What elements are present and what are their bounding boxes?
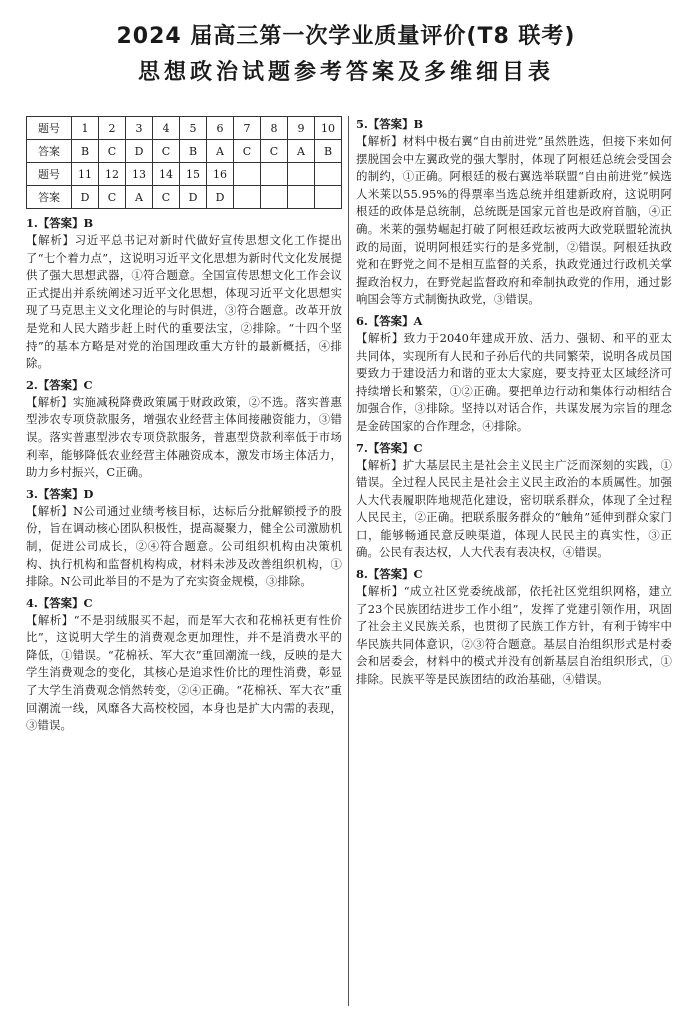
question-6 (356, 313, 672, 436)
answer-table-row-header: 题号 (27, 117, 72, 140)
answer-table-cell: 11 (72, 163, 99, 186)
answer-table-row (27, 186, 342, 209)
question-5-answer: 5.【答案】B (356, 117, 424, 131)
question-1-explanation: 【解析】习近平总书记对新时代做好宣传思想文化工作提出了“七个着力点”，这说明习近平文化思想为新时代文化发展提供了强大思想武器，①符合题意。全国宣传思想文化工作会议正式提出并系统阐述习近平文化思想，体现习近平文化思想实现了马克思主义文化理论的与时俱进，③符合题意。改革开放是党和人民大踏步赶上时代的重要法宝，②排除。“十四个坚持”的基本方略是对党的治国理政重大方针的最新概括，④排除。 (26, 233, 342, 371)
answer-table-cell: C (99, 186, 126, 209)
answer-table-cell: 12 (99, 163, 126, 186)
answer-table-cell: D (126, 140, 153, 163)
answer-table-row-header: 答案 (27, 140, 72, 163)
page-title: 2024 届高三第一次学业质量评价(T8 联考) (116, 24, 576, 49)
page-subtitle: 思想政治试题参考答案及多维细目表 (137, 60, 554, 85)
question-8-answer: 8.【答案】C (356, 567, 423, 582)
answer-table-cell (315, 186, 342, 209)
question-6-answer: 6.【答案】A (356, 313, 423, 328)
question-8 (356, 566, 672, 689)
two-column-content (26, 116, 670, 1011)
answer-table-cell: A (126, 186, 153, 209)
question-4 (26, 595, 342, 735)
answer-table-cell: 3 (126, 117, 153, 140)
answer-table-cell: A (288, 140, 315, 163)
question-1 (26, 215, 342, 373)
answer-table-cell (288, 186, 315, 209)
answer-table-cell (234, 186, 261, 209)
answer-table-cell (288, 163, 315, 186)
question-1-answer: 1.【答案】B (26, 216, 94, 230)
left-column (26, 116, 342, 739)
answer-table-cell: 1 (72, 117, 99, 140)
column-divider (348, 116, 349, 1006)
answer-table-cell: C (153, 186, 180, 209)
answer-table-cell: 9 (288, 117, 315, 140)
question-7-answer: 7.【答案】C (356, 440, 423, 455)
answer-table (26, 116, 342, 209)
answer-table-cell: C (234, 140, 261, 163)
question-4-answer: 4.【答案】C (26, 595, 93, 610)
answer-table-cell: D (72, 186, 99, 209)
answer-table-cell: C (153, 140, 180, 163)
answer-table-cell: 13 (126, 163, 153, 186)
answer-table-row-header: 答案 (27, 186, 72, 209)
question-3 (26, 486, 342, 591)
answer-table-cell: B (72, 140, 99, 163)
answer-table-cell: 16 (207, 163, 234, 186)
answer-table-cell: 5 (180, 117, 207, 140)
question-5-explanation: 【解析】材料中极右翼“自由前进党”虽然胜选，但接下来如何摆脱国会中左翼政党的强大掣肘，体现了阿根廷总统会受国会的制约，①正确。阿根廷的极右翼选举联盟“自由前进党”候选人米莱以55.95%的得票率当选总统并组建新政府，这说明阿根廷的政体是总统制，总统既是国家元首也是政府首脑，④正确。米莱的强势崛起打破了阿根廷政坛被两大政党联盟轮流执政的局面，说明阿根廷实行的是多党制，②错误。阿根廷执政党和在野党之间不是相互监督的关系，执政党通过行政机关掌握政治权力，在野党起监督政府和牵制执政党的作用，通过影响国会等方式制衡执政党，③错误。 (356, 134, 672, 307)
question-3-answer: 3.【答案】D (26, 486, 94, 501)
answer-table-cell: B (315, 140, 342, 163)
question-8-explanation: 【解析】“成立社区党委统战部，依托社区党组织网格，建立了23个民族团结进步工作小组”，发挥了党建引领作用，巩固了社会主义民族关系，也贯彻了民族工作方针，有利于铸牢中华民族共同体意识，②③符合题意。基层自治组织形式是村委会和居委会，材料中的模式并没有创新基层自治组织形式，①排除。民族平等是民族团结的政治基础，④错误。 (356, 584, 672, 687)
answer-table-cell: D (180, 186, 207, 209)
right-column (356, 116, 672, 693)
answer-table-cell: 2 (99, 117, 126, 140)
question-3-explanation: 【解析】N公司通过业绩考核目标，达标后分批解锁授予的股份，旨在调动核心团队积极性，提高凝聚力，健全公司激励机制，促进公司成长，②④符合题意。公司组织机构由决策机构、执行机构和监督机构构成，材料未涉及改善组织机构，①排除。N公司此举目的不是为了充实资金规模，③排除。 (26, 503, 342, 589)
answer-table-cell: 7 (234, 117, 261, 140)
question-7 (356, 440, 672, 563)
answer-table-cell: B (180, 140, 207, 163)
answer-table-row (27, 117, 342, 140)
answer-table-row (27, 163, 342, 186)
question-2-answer: 2.【答案】C (26, 377, 93, 392)
answer-table-cell: C (261, 140, 288, 163)
answer-table-cell: C (99, 140, 126, 163)
answer-table-cell: 15 (180, 163, 207, 186)
answer-table-cell (261, 163, 288, 186)
answer-table-cell (261, 186, 288, 209)
answer-table-cell: 4 (153, 117, 180, 140)
answer-table-cell: A (207, 140, 234, 163)
question-7-explanation: 【解析】扩大基层民主是社会主义民主广泛而深刻的实践，①错误。全过程人民民主是社会主义民主政治的本质属性。加强人大代表履职阵地规范化建设，密切联系群众，体现了全过程人民民主，②正确。把联系服务群众的“触角”延伸到群众家门口，能够畅通民意反映渠道，体现人民民主的真实性，③正确。公民有表达权，人大代表有表决权，④错误。 (356, 457, 672, 560)
answer-table-cell: 14 (153, 163, 180, 186)
question-4-explanation: 【解析】“不是羽绒服买不起，而是军大衣和花棉袄更有性价比”，这说明大学生的消费观念更加理性，并不是消费水平的降低，①错误。“花棉袄、军大衣”重回潮流一线，反映的是大学生消费观念的变化，其核心是追求性价比的理性消费，彰显了大学生消费观念悄然转变，②④正确。“花棉袄、军大衣”重回潮流一线，风靡各大高校校园，本身也是扩大内需的表现，③错误。 (26, 612, 342, 733)
answer-table-cell: 6 (207, 117, 234, 140)
answer-table-cell: 8 (261, 117, 288, 140)
answer-table-cell (315, 163, 342, 186)
question-6-explanation: 【解析】致力于2040年建成开放、活力、强韧、和平的亚太共同体，实现所有人民和子孙后代的共同繁荣，说明各成员国要致力于建设活力和谐的亚太大家庭，要支持亚太区域经济可持续增长和繁荣，①②正确。要把单边行动和集体行动相结合加强合作，③排除。坚持以对话合作，共谋发展为宗旨的理念是金砖国家的合作理念，④排除。 (356, 330, 672, 433)
question-2 (26, 377, 342, 482)
answer-table-cell: D (207, 186, 234, 209)
answer-table-cell (234, 163, 261, 186)
answer-table-row (27, 140, 342, 163)
question-5 (356, 116, 672, 309)
question-2-explanation: 【解析】实施减税降费政策属于财政政策，②不选。落实普惠型涉农专项贷款服务，增强农业经营主体间接融资能力，③错误。落实普惠型涉农专项贷款服务，普惠型贷款利率低于市场利率，能够降低农业经营主体融资成本，激发市场主体活力，助力乡村振兴，C正确。 (26, 394, 342, 480)
answer-table-row-header: 题号 (27, 163, 72, 186)
answer-table-cell: 10 (315, 117, 342, 140)
